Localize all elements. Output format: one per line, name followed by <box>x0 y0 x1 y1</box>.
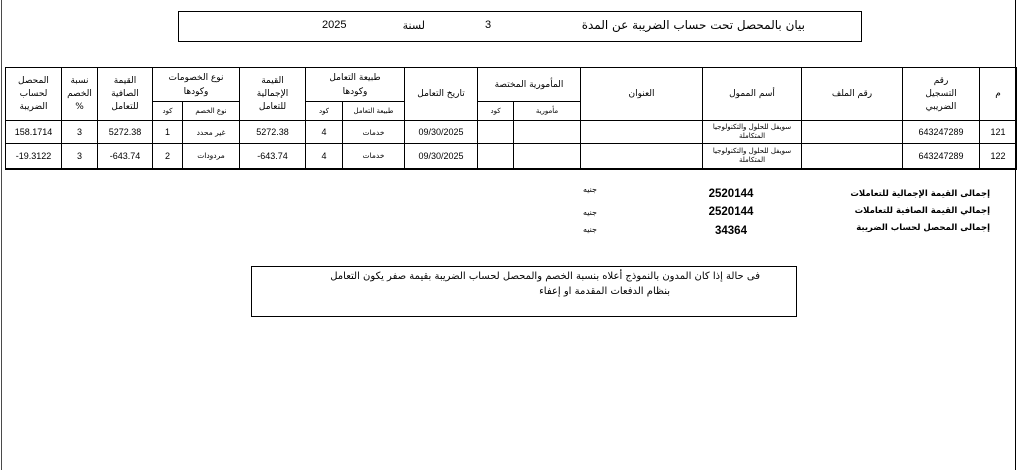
table-header-row <box>6 68 1017 102</box>
header-discount-code: كود <box>153 102 183 121</box>
cell-office-code <box>478 144 514 169</box>
report-year-label: لسنة <box>402 19 425 32</box>
cell-taxpayer-name: سويفل للحلول والتكنولوجيا المتكاملة <box>703 121 802 144</box>
report-period: 3 <box>485 19 492 31</box>
cell-tax-reg-no: 643247289 <box>903 144 980 169</box>
header-net-value: القيمة الصافية للتعامل <box>98 68 153 121</box>
cell-txn-date: 09/30/2025 <box>405 144 478 169</box>
header-office-group: المأمورية المختصة <box>478 68 581 102</box>
header-txn-nature-code: كود <box>306 102 343 121</box>
cell-file-no <box>802 121 903 144</box>
cell-seq: 122 <box>980 144 1017 169</box>
header-taxpayer-name: أسم الممول <box>703 68 802 121</box>
cell-collected-tax: -19.3122 <box>6 144 62 169</box>
cell-discount-type: مردودات <box>183 144 240 169</box>
header-discount-rate: نسبة الخصم % <box>62 68 98 121</box>
header-office-code: كود <box>478 102 514 121</box>
table-row <box>6 144 1017 169</box>
cell-address <box>581 144 703 169</box>
cell-office-name <box>514 144 581 169</box>
header-seq: م <box>980 68 1017 121</box>
cell-txn-nature: خدمات <box>343 121 405 144</box>
cell-file-no <box>802 144 903 169</box>
total-gross-value: 2520144 <box>708 188 754 200</box>
total-net-label: إجمالي القيمة الصافية للتعاملات <box>854 206 990 216</box>
page-border-left <box>1 0 2 470</box>
header-discount-type: نوع الخصم <box>183 102 240 121</box>
cell-tax-reg-no: 643247289 <box>903 121 980 144</box>
cell-address <box>581 121 703 144</box>
table-row <box>6 121 1017 144</box>
report-year: 2025 <box>322 19 347 31</box>
cell-office-name <box>514 121 581 144</box>
cell-gross-value: 5272.38 <box>240 121 306 144</box>
cell-txn-date: 09/30/2025 <box>405 121 478 144</box>
transactions-table <box>5 67 1017 170</box>
cell-office-code <box>478 121 514 144</box>
cell-discount-code: 1 <box>153 121 183 144</box>
cell-net-value: -643.74 <box>98 144 153 169</box>
header-office-name: مأمورية <box>514 102 581 121</box>
total-net-unit: جنيه <box>582 208 597 217</box>
note-line-2: بنظام الدفعات المقدمة او إعفاء <box>539 286 670 297</box>
cell-collected-tax: 158.1714 <box>6 121 62 144</box>
cell-discount-rate: 3 <box>62 144 98 169</box>
header-txn-nature: طبيعة التعامل <box>343 102 405 121</box>
header-gross-value: القيمة الإجمالية للتعامل <box>240 68 306 121</box>
cell-taxpayer-name: سويفل للحلول والتكنولوجيا المتكاملة <box>703 144 802 169</box>
cell-discount-type: غير محدد <box>183 121 240 144</box>
cell-txn-nature-code: 4 <box>306 144 343 169</box>
total-collected-unit: جنيه <box>582 225 597 234</box>
report-title: بيان بالمحصل تحت حساب الضريبة عن المدة <box>581 18 805 32</box>
header-txn-date: تاريخ التعامل <box>405 68 478 121</box>
cell-net-value: 5272.38 <box>98 121 153 144</box>
header-collected-tax: المحصل لحساب الضريبة <box>6 68 62 121</box>
header-discount-group: نوع الخصومات وكودها <box>153 68 240 102</box>
cell-txn-nature-code: 4 <box>306 121 343 144</box>
note-line-1: فى حالة إذا كان المدون بالنموذج أعلاه بنسبة الخصم والمحصل لحساب الضريبة بقيمة صفر يكون التعامل <box>330 271 760 282</box>
total-gross-label: إجمالى القيمة الإجمالية للتعاملات <box>850 189 990 199</box>
header-txn-nature-group: طبيعة التعامل وكودها <box>306 68 405 102</box>
cell-discount-rate: 3 <box>62 121 98 144</box>
cell-seq: 121 <box>980 121 1017 144</box>
cell-txn-nature: خدمات <box>343 144 405 169</box>
note-box <box>251 266 797 317</box>
total-gross-unit: جنيه <box>582 185 597 194</box>
report-title-box <box>178 11 862 42</box>
header-file-no: رقم الملف <box>802 68 903 121</box>
header-address: العنوان <box>581 68 703 121</box>
cell-discount-code: 2 <box>153 144 183 169</box>
header-tax-reg-no: رقم التسجيل الضريبي <box>903 68 980 121</box>
cell-gross-value: -643.74 <box>240 144 306 169</box>
total-collected-value: 34364 <box>715 225 747 237</box>
total-collected-label: إجمالى المحصل لحساب الضريبة <box>856 223 990 233</box>
total-net-value: 2520144 <box>708 206 754 218</box>
